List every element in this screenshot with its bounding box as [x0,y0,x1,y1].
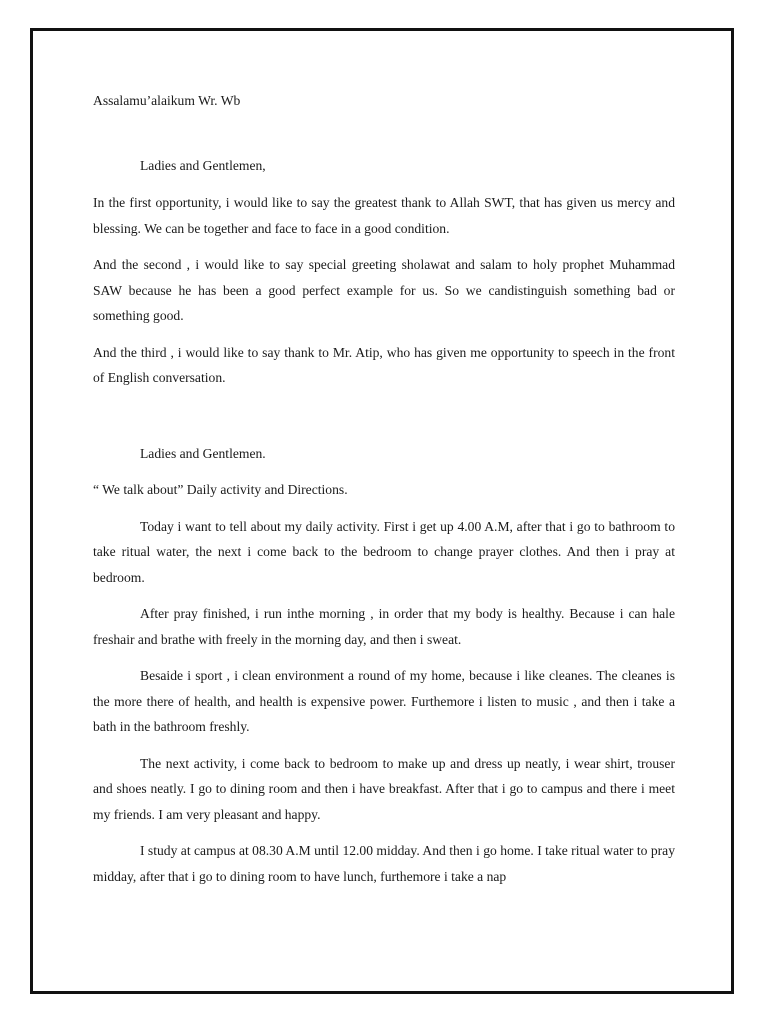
salutation-second: Ladies and Gentlemen. [140,445,266,461]
topic-line: “ We talk about” Daily activity and Directions. [93,482,348,497]
body-paragraph-2: After pray finished, i run inthe morning , in order that my body is healthy. Because i can hale freshair and brathe with freely in the morning day, and then i sweat. [93,606,675,647]
document-body [93,88,675,889]
salutation-first: Ladies and Gentlemen, [140,157,266,173]
intro-paragraph-3: And the third , i would like to say thank to Mr. Atip, who has given me opportunity to speech in the front of English conversation. [93,344,675,385]
body-paragraph-3: Besaide i sport , i clean environment a round of my home, because i like cleanes. The cleanes is the more there of health, and health is expensive power. Furthemore i listen to music , and then i take a bath in the bathroom freshly. [93,668,675,734]
body-paragraph-1: Today i want to tell about my daily activity. First i get up 4.00 A.M, after that i go to bathroom to take ritual water, the next i come back to the bedroom to change prayer clothes. And then i pray at bedroom. [93,518,675,585]
body-paragraph-4: The next activity, i come back to bedroom to make up and dress up neatly, i wear shirt, trouser and shoes neatly. I go to dining room and then i have breakfast. After that i go to campus and there i meet my friends. I am very pleasant and happy. [93,755,675,822]
intro-paragraph-1: In the first opportunity, i would like to say the greatest thank to Allah SWT, that has given us mercy and blessing. We can be together and face to face in a good condition. [93,195,675,236]
opening-greeting: Assalamu’alaikum Wr. Wb [93,93,241,108]
intro-paragraph-2: And the second , i would like to say special greeting sholawat and salam to holy prophet Muhammad SAW because he has been a good perfect example for us. So we candistinguish something bad or something good. [93,257,675,323]
body-paragraph-5: I study at campus at 08.30 A.M until 12.00 midday. And then i go home. I take ritual water to pray midday, after that i go to dining room to have lunch, furthemore i take a nap [93,843,675,884]
